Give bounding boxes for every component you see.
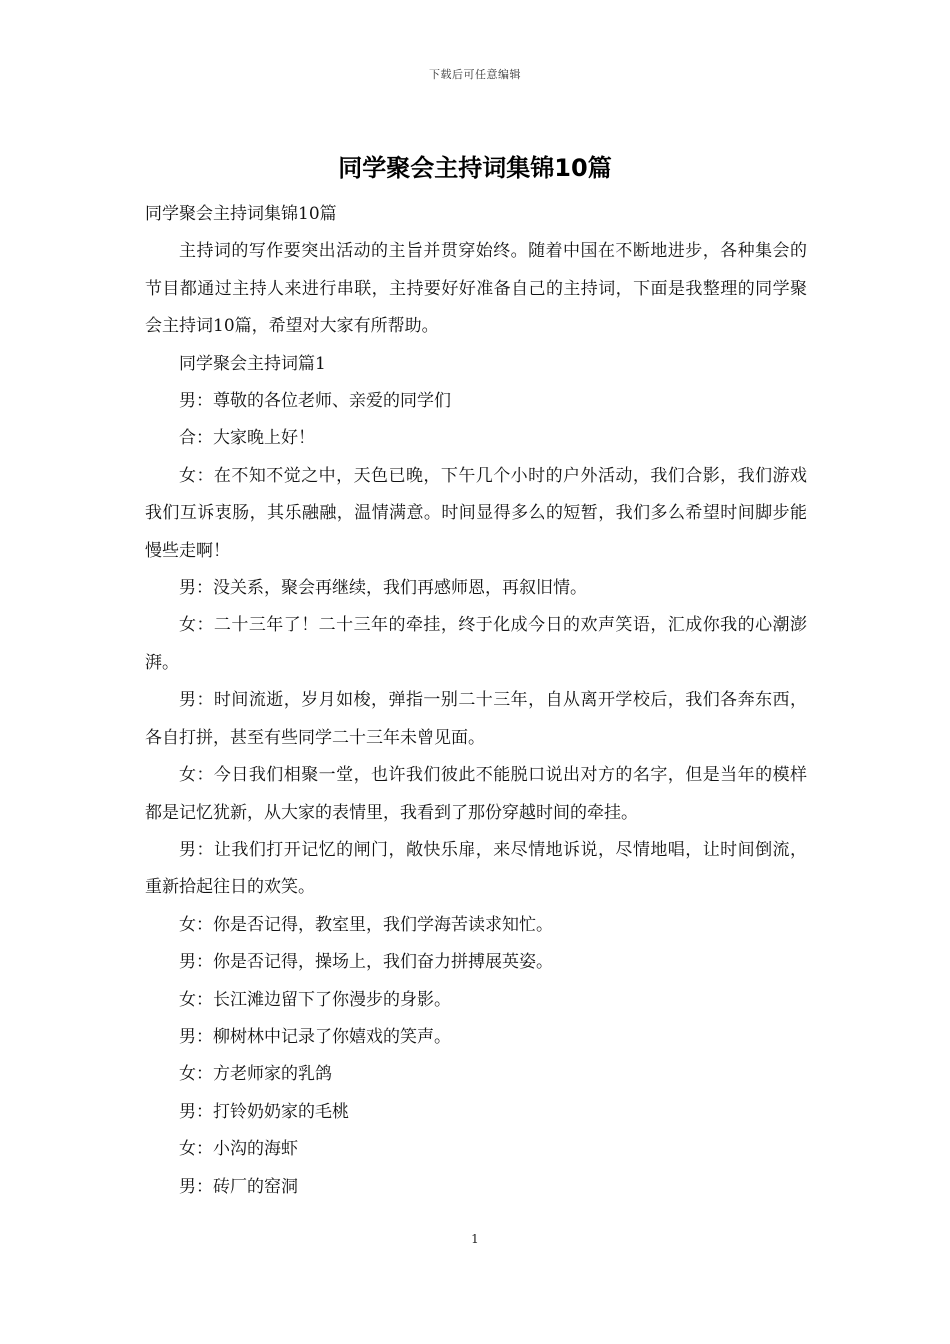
dialogue-line: 女：小沟的海虾 [179,1139,298,1160]
page-number: 1 [471,1232,479,1246]
header-note: 下载后可任意编辑 [429,68,521,81]
dialogue-line: 女：今日我们相聚一堂，也许我们彼此不能脱口说出对方的名字，但是当年的模样都是记忆犹新，从大家的表情里，我看到了那份穿越时间的牵挂。 [145,765,807,823]
intro-paragraph: 主持词的写作要突出活动的主旨并贯穿始终。随着中国在不断地进步，各种集会的节目都通过主持人来进行串联，主持要好好准备自己的主持词，下面是我整理的同学聚会主持词10篇，希望对大家有所帮助。 [145,241,807,337]
subtitle-paragraph: 同学聚会主持词集锦10篇 [145,204,337,224]
dialogue-line: 男：柳树林中记录了你嬉戏的笑声。 [179,1026,451,1047]
dialogue-line: 合：大家晚上好！ [179,428,315,449]
section-heading: 同学聚会主持词篇1 [179,353,326,374]
dialogue-line: 女：在不知不觉之中，天色已晚，下午几个小时的户外活动，我们合影，我们游戏我们互诉衷肠，其乐融融，温情满意。时间显得多么的短暂，我们多么希望时间脚步能慢些走啊！ [145,465,807,561]
dialogue-line: 男：尊敬的各位老师、亲爱的同学们 [179,391,451,412]
dialogue-line: 男：打铃奶奶家的毛桃 [179,1101,349,1122]
dialogue-line: 男：让我们打开记忆的闸门，敞快乐扉，来尽情地诉说，尽情地唱，让时间倒流，重新拾起往日的欢笑。 [145,839,807,898]
document-body [145,196,807,1206]
dialogue-line: 男：你是否记得，操场上，我们奋力拼搏展英姿。 [179,952,553,973]
dialogue-line: 男：时间流逝，岁月如梭，弹指一别二十三年，自从离开学校后，我们各奔东西，各自打拼，甚至有些同学二十三年未曾见面。 [145,690,807,748]
dialogue-line: 男：砖厂的窑洞 [179,1176,298,1197]
dialogue-line: 男：没关系，聚会再继续，我们再感师恩，再叙旧情。 [179,578,587,599]
dialogue-line: 女：二十三年了！二十三年的牵挂，终于化成今日的欢声笑语，汇成你我的心潮澎湃。 [145,615,807,673]
dialogue-line: 女：你是否记得，教室里，我们学海苦读求知忙。 [179,914,553,935]
dialogue-line: 女：长江滩边留下了你漫步的身影。 [179,989,451,1010]
dialogue-line: 女：方老师家的乳鸽 [179,1064,332,1085]
document-title: 同学聚会主持词集锦10篇 [338,154,612,182]
